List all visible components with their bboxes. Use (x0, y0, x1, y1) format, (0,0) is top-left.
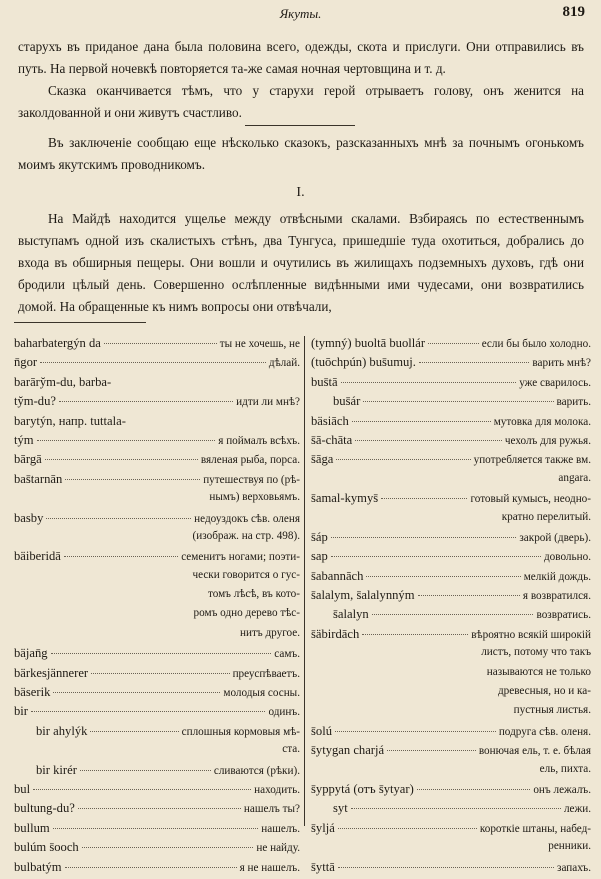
glossary-definition-continuation: (изображ. на стр. 498). (192, 529, 300, 542)
intro-paragraph-2: Сказка оканчивается тѣмъ, что у старухи герой отрываетъ голову, онъ женится на заколдованной и они живутъ счастливо. (18, 83, 584, 120)
glossary-definition: варить мнѣ? (532, 357, 591, 370)
glossary-entry (14, 414, 300, 433)
glossary-term-continuation: n̄gor (14, 355, 38, 370)
glossary-definition: семенитъ ногами; поэти- (181, 551, 300, 564)
glossary-continuation (14, 530, 300, 549)
leader-dots (51, 653, 272, 654)
leader-dots (341, 382, 517, 383)
leader-dots (31, 711, 265, 712)
glossary-entry (311, 588, 591, 607)
glossary-continuation (311, 704, 591, 723)
leader-dots (78, 808, 241, 809)
section-heading: I. (296, 185, 305, 200)
glossary-term: bärkesjännerer (14, 665, 89, 680)
leader-dots (53, 692, 220, 693)
leader-dots (336, 459, 470, 460)
glossary-definition: сливаются (рѣки). (213, 764, 300, 777)
glossary-continuation (14, 588, 300, 607)
glossary-entry (14, 860, 300, 879)
glossary-definition: недоуздокъ сѣв. оленя (194, 512, 300, 525)
glossary-term: (tymný) buoltā buollár (311, 336, 426, 350)
glossary-term: (tuōchpún) bus̄umuj. (311, 355, 416, 370)
glossary-definition: закрой (дверь). (519, 531, 591, 544)
intro-paragraph-3: Въ заключеніе сообщаю еще нѣсколько сказокъ, разсказанныхъ мнѣ за почнымъ огонькомъ моимъ якутскимъ проводникомъ. (18, 135, 584, 172)
glossary-continuation (311, 840, 591, 859)
glossary-definition-continuation: пустныя листья. (513, 704, 591, 717)
leader-dots (419, 362, 529, 363)
glossary-definition: лежи. (563, 803, 591, 816)
glossary-entry (311, 375, 591, 394)
leader-dots (33, 789, 251, 790)
glossary-continuation (14, 394, 300, 413)
glossary-entry (311, 491, 591, 510)
tale-paragraph: На Майдѣ находится ущелье между отвѣсными скалами. Взбираясь по естественнымъ выступамъ одной изъ скалистыхъ стѣнъ, два Тунгуса, пришедшіе туда охотиться, добрались до входа въ обширныя пещеры. Они вошли и очутились въ жилищахъ подземныхъ духовъ, гдѣ они бродили цѣлый день. Совершенно ослѣпленные видѣнными ими чудесами, они возвратились домой. На обращенные къ нимъ вопросы они отвѣчали, (18, 211, 584, 314)
leader-dots (37, 440, 216, 441)
glossary-term: bul (14, 781, 31, 796)
glossary-term: bultung-du? (14, 801, 75, 816)
glossary-entry (14, 646, 300, 665)
glossary-entry (311, 355, 591, 374)
glossary-definition-continuation: angara. (558, 471, 591, 484)
glossary-definition-continuation: кратно перелитый. (501, 510, 591, 523)
leader-dots (381, 498, 467, 499)
glossary-entry (311, 627, 591, 646)
glossary-entry (311, 394, 591, 413)
glossary-term: s̄yppytá (отъ s̄ytyar) (311, 781, 414, 796)
glossary-entry (311, 530, 591, 549)
leader-dots (91, 673, 229, 674)
glossary-term: baharbatergýn da (14, 336, 101, 350)
leader-dots (53, 828, 259, 829)
glossary-definition: уже сварилось. (519, 376, 591, 389)
glossary-entry (311, 336, 591, 355)
glossary-entry (311, 782, 591, 801)
glossary-continuation (311, 685, 591, 704)
leader-dots (335, 731, 496, 732)
glossary-term: bulbatým (14, 859, 62, 874)
glossary-entry (14, 704, 300, 723)
glossary-term: bulúm s̄ooch (14, 840, 79, 855)
leader-dots (46, 518, 191, 519)
glossary-entry (14, 336, 300, 355)
glossary-entry (311, 414, 591, 433)
glossary-term: s̄yttā (311, 859, 335, 874)
glossary-entry (14, 549, 300, 568)
leader-dots (387, 750, 476, 751)
glossary-definition-continuation: чески говорится о гус- (192, 568, 300, 581)
leader-dots (65, 867, 237, 868)
glossary-entry (311, 801, 591, 820)
glossary-entry (14, 685, 300, 704)
glossary-continuation (311, 666, 591, 685)
glossary-term: s̄olú (311, 723, 332, 738)
glossary-term: basby (14, 510, 44, 525)
glossary-continuation (311, 511, 591, 530)
glossary-entry (311, 607, 591, 626)
glossary-definition-continuation: называются не только (486, 665, 591, 678)
glossary-term: barāry̆m-du, barba- (14, 374, 112, 389)
glossary-definition: если бы было холодно. (481, 338, 591, 350)
leader-dots (82, 847, 254, 848)
glossary-entry (14, 511, 300, 530)
glossary-definition-continuation: ромъ одно дерево тѣс- (193, 607, 300, 620)
glossary-term: bäsiāch (311, 413, 349, 428)
glossary-term: s̄abannāch (311, 568, 364, 583)
glossary-continuation (14, 743, 300, 762)
glossary-term: syt (333, 801, 348, 816)
glossary-term: s̄áp (311, 529, 328, 544)
glossary-definition-continuation: я поймалъ всѣхъ. (218, 434, 300, 447)
glossary-definition-continuation: ель, пихта. (539, 762, 591, 775)
glossary-term-continuation: ty̆m-du? (14, 394, 56, 409)
leader-dots (352, 421, 491, 422)
column-divider (304, 336, 305, 826)
leader-dots (338, 828, 477, 829)
glossary-definition-continuation: листъ, потому что такъ (481, 646, 591, 659)
leader-dots (331, 556, 541, 557)
glossary-definition: не найду. (256, 842, 300, 855)
glossary-entry (14, 452, 300, 471)
leader-dots (64, 556, 178, 557)
glossary-entry (14, 666, 300, 685)
glossary-entry (14, 763, 300, 782)
glossary-continuation (14, 355, 300, 374)
glossary-term: bäjan̄g (14, 646, 48, 661)
glossary-entry (311, 433, 591, 452)
leader-dots (363, 401, 553, 402)
glossary-entry (311, 743, 591, 762)
glossary-definition: вѣроятно всякій широкій (471, 628, 591, 641)
glossary-definition: я не нашелъ. (239, 861, 300, 874)
leader-dots (331, 537, 517, 538)
running-title: Якуты. (279, 6, 322, 21)
glossary-definition: ты не хочешь, не (219, 338, 300, 350)
glossary-term: sap (311, 549, 328, 564)
glossary-entry (311, 452, 591, 471)
glossary-continuation (14, 433, 300, 452)
glossary-entry (311, 724, 591, 743)
glossary-entry (311, 569, 591, 588)
glossary-term: barytýn, напр. tuttala- (14, 413, 126, 428)
glossary-entry (14, 724, 300, 743)
glossary-definition-continuation: томъ лѣсѣ, въ кото- (207, 588, 300, 601)
leader-dots (104, 343, 217, 344)
glossary-term: s̄yljá (311, 820, 335, 835)
leader-dots (351, 808, 561, 809)
glossary-definition: молодыя сосны. (223, 687, 300, 700)
glossary-term: s̄amal-kymys̄ (311, 491, 379, 506)
glossary-definition: я возвратился. (522, 590, 591, 603)
leader-dots (338, 867, 554, 868)
glossary-entry (311, 549, 591, 568)
glossary-definition: преуспѣваетъ. (232, 667, 300, 680)
leader-dots (59, 401, 233, 402)
leader-dots (40, 362, 266, 363)
glossary-entry (14, 375, 300, 394)
page-number: 819 (562, 4, 585, 20)
glossary-entry (14, 472, 300, 491)
glossary-term: bārgā (14, 452, 42, 467)
glossary-definition-continuation: нымъ) верховьямъ. (209, 491, 300, 504)
glossary-definition: путешествуя по (рѣ- (203, 473, 300, 486)
glossary-entry (14, 782, 300, 801)
glossary-left-column (14, 336, 300, 879)
glossary-definition: довольно. (543, 551, 591, 564)
glossary-entry (14, 821, 300, 840)
glossary-definition: употребляется также вм. (473, 454, 591, 467)
leader-dots (366, 576, 520, 577)
glossary-definition: нашелъ ты? (243, 803, 300, 816)
glossary-definition: запахъ. (557, 861, 591, 874)
glossary-definition: мелкій дождь. (523, 570, 591, 583)
glossary-definition: находить. (254, 783, 300, 796)
glossary-definition-continuation: идти ли мнѣ? (236, 396, 300, 409)
glossary-entry (14, 801, 300, 820)
glossary-continuation (14, 627, 300, 646)
glossary-definition: мутовка для молока. (493, 415, 591, 428)
glossary-definition: самъ. (274, 648, 300, 661)
leader-dots (355, 440, 502, 441)
glossary-definition-continuation: древесныя, но и ка- (497, 685, 591, 698)
short-divider (245, 125, 355, 126)
glossary-definition: нашелъ. (261, 822, 300, 835)
glossary-continuation (311, 472, 591, 491)
glossary-term: bir ahylýk (36, 723, 88, 738)
page-header (0, 4, 601, 26)
leader-dots (428, 343, 479, 344)
glossary-term: bullum (14, 820, 50, 835)
glossary-term: s̄alalyn (333, 607, 369, 622)
glossary-definition: варить. (556, 396, 591, 409)
glossary-right-column (311, 336, 591, 879)
leader-dots (65, 479, 200, 480)
glossary-entry (311, 821, 591, 840)
glossary-entry (311, 860, 591, 879)
glossary-definition: одинъ. (268, 706, 300, 719)
glossary-term: bus̄ár (333, 394, 361, 409)
leader-dots (45, 459, 198, 460)
leader-dots (80, 770, 211, 771)
leader-dots (362, 634, 468, 635)
glossary-definition-continuation: ста. (282, 743, 300, 756)
glossary-continuation (14, 569, 300, 588)
glossary-definition: сплошныя кормовыя мѣ- (181, 725, 300, 738)
glossary-definition: короткіе штаны, набед- (479, 822, 591, 835)
glossary-continuation (14, 491, 300, 510)
glossary-continuation (14, 607, 300, 626)
glossary-definition: готовый кумысъ, неодно- (470, 493, 591, 506)
glossary-definition: онъ лежалъ. (533, 783, 591, 796)
glossary-definition: вяленая рыба, порса. (200, 454, 300, 467)
glossary-term: s̄äbirdāch (311, 626, 360, 641)
glossary-term-continuation: tým (14, 432, 34, 447)
glossary-entry (14, 840, 300, 859)
glossary-definition: подруга сѣв. оленя. (498, 725, 591, 738)
glossary-term: bir (14, 704, 28, 719)
glossary-definition-continuation: нитъ другое. (240, 626, 300, 639)
glossary-term: bäiberidā (14, 549, 61, 564)
glossary-term: bas̄tarnān (14, 471, 63, 486)
glossary-definition: возвратись. (536, 609, 591, 622)
glossary-definition: вонючая ель, т. е. бѣлая (478, 745, 591, 758)
glossary-definition-continuation: дѣлай. (268, 357, 300, 370)
intro-paragraph-1: старухъ въ приданое дана была половина всего, одежды, скота и прислуги. Они отправились въ путь. На первой ночевкѣ повторяется та-же самая ночная чертовщина и т. д. (18, 39, 584, 76)
leader-dots (372, 614, 534, 615)
glossary-continuation (311, 646, 591, 665)
glossary-definition: чехолъ для ружья. (504, 434, 591, 447)
glossary-definition-continuation: ренники. (548, 840, 591, 853)
glossary-continuation (311, 763, 591, 782)
glossary-term: bus̄tā (311, 374, 338, 389)
leader-dots (418, 595, 520, 596)
footnote-rule (14, 322, 146, 323)
glossary-term: bäserik (14, 685, 51, 700)
glossary-term: s̄ytygan charjá (311, 743, 385, 758)
leader-dots (417, 789, 531, 790)
leader-dots (90, 731, 178, 732)
glossary-term: s̄āga (311, 452, 334, 467)
glossary-term: s̄ā-chāta (311, 432, 353, 447)
glossary-term: s̄alalym, s̄alalynným (311, 588, 415, 603)
glossary-term: bir kirér (36, 762, 77, 777)
